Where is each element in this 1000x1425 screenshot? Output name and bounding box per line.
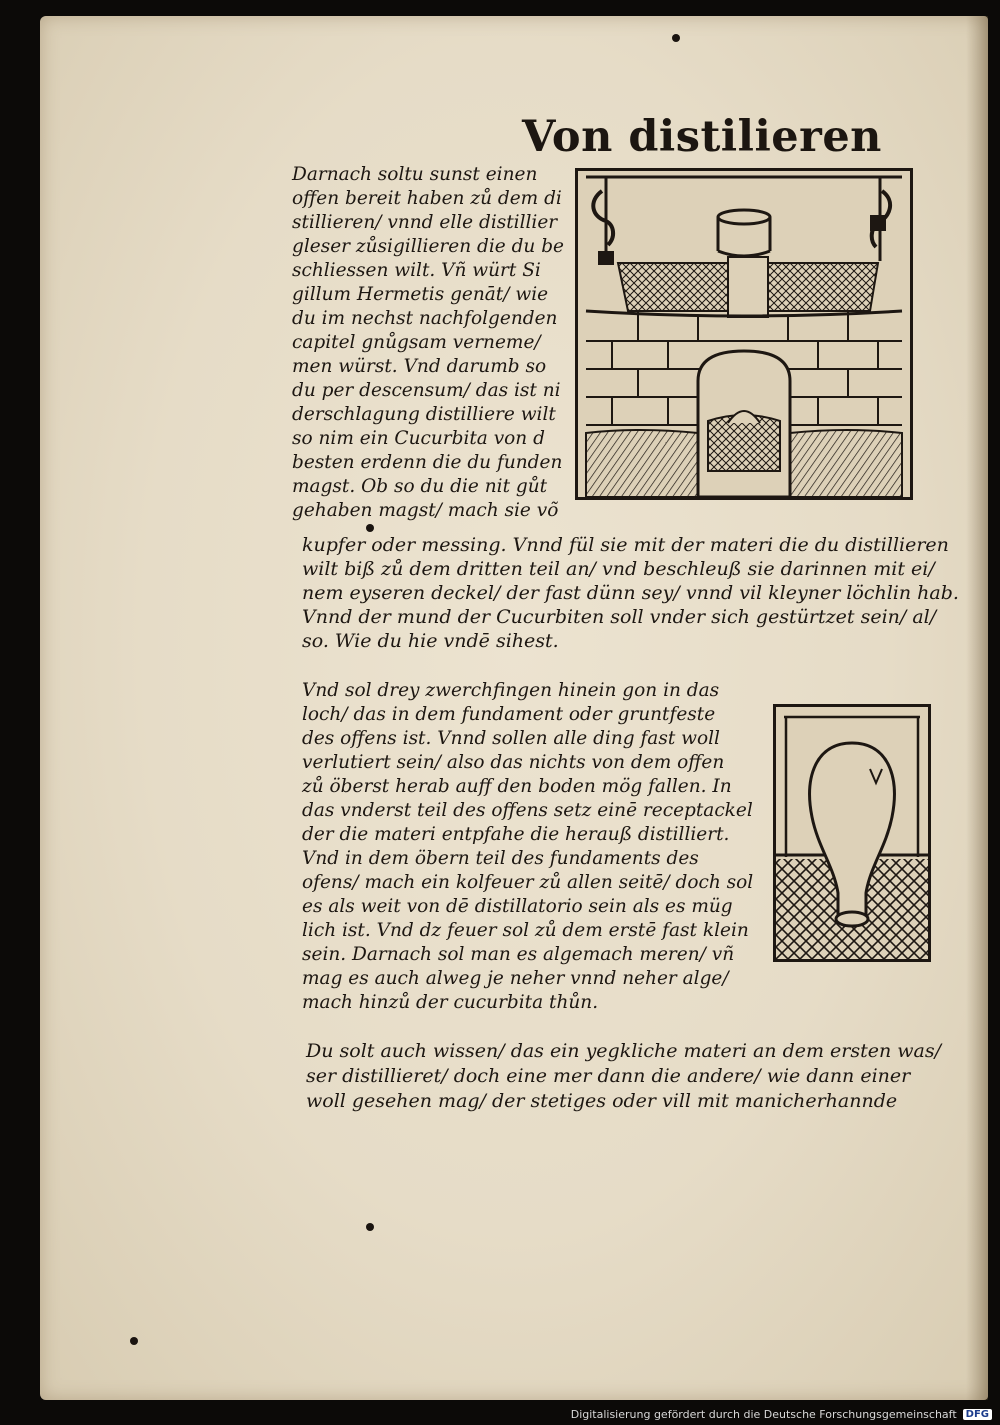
text-line: zů öberst herab auff den boden mög fallen. In [302, 776, 732, 797]
text-line: du im nechst nachfolgenden [292, 308, 558, 329]
text-line: capitel gnůgsam verneme/ [292, 332, 541, 353]
dfg-logo: DFG [963, 1409, 992, 1420]
ink-dot-middle [366, 524, 374, 532]
text-line: kupfer oder messing. Vnnd fül sie mit der materi die du distillieren [302, 534, 949, 556]
text-line: es als weit von dē distillatorio sein als es müg [302, 896, 733, 917]
text-line: lich ist. Vnd dz feuer sol zů dem erstē fast klein [302, 920, 749, 941]
text-line: offen bereit haben zů dem di [292, 188, 562, 209]
text-line: Vnd in dem öbern teil des fundaments des [302, 848, 699, 869]
text-line: Du solt auch wissen/ das ein yegkliche materi an dem ersten was/ [306, 1040, 942, 1062]
ink-dot-lower [366, 1223, 374, 1231]
text-line: Darnach soltu sunst einen [292, 164, 538, 185]
text-line: das vnderst teil des offens setz einē receptackel [302, 800, 753, 821]
ink-dot-bottom [130, 1337, 138, 1345]
furnace-woodcut [575, 168, 913, 500]
text-line: gleser zůsigillieren die du be [292, 236, 565, 257]
text-line: derschlagung distilliere wilt [292, 404, 556, 425]
text-line: magst. Ob so du die nit gůt [292, 476, 548, 497]
text-line: ofens/ mach ein kolfeuer zů allen seitē/ doch sol [302, 872, 754, 893]
text-line: woll gesehen mag/ der stetiges oder vill mit manicherhannde [306, 1090, 898, 1112]
text-line: Vnd sol drey zwerchfingen hinein gon in das [302, 680, 720, 701]
page-heading: Von distilieren [522, 112, 882, 162]
text-line: des offens ist. Vnnd sollen alle ding fast woll [302, 728, 720, 749]
text-line: mach hinzů der cucurbita thůn. [302, 992, 599, 1013]
text-line: ser distillieret/ doch eine mer dann die andere/ wie dann einer [306, 1065, 911, 1087]
text-line: verlutiert sein/ also das nichts von dem offen [302, 752, 725, 773]
text-line: gillum Hermetis genāt/ wie [292, 284, 549, 305]
text-line: du per descensum/ das ist ni [292, 380, 561, 401]
text-line: sein. Darnach sol man es algemach meren/ vñ [302, 944, 735, 965]
text-line: nem eyseren deckel/ der fast dünn sey/ vnnd vil kleyner löchlin hab. [302, 582, 959, 604]
book-page [40, 16, 988, 1400]
footer-text: Digitalisierung gefördert durch die Deutsche Forschungsgemeinschaft [570, 1408, 957, 1421]
text-line: schliessen wilt. Vñ würt Si [292, 260, 541, 281]
text-line: gehaben magst/ mach sie võ [292, 500, 559, 521]
digitization-footer [571, 1408, 992, 1421]
text-line: mag es auch alweg je neher vnnd neher alge/ [302, 968, 729, 989]
text-line: loch/ das in dem fundament oder gruntfeste [302, 704, 716, 725]
furnace-woodcut-drawing [578, 171, 910, 497]
text-line: Vnnd der mund der Cucurbiten soll vnder sich gestürtzet sein/ al/ [302, 606, 937, 628]
text-line: wilt biß zů dem dritten teil an/ vnd beschleuß sie darinnen mit ei/ [302, 558, 935, 580]
text-line: besten erdenn die du funden [292, 452, 563, 473]
text-line: so nim ein Cucurbita von d [292, 428, 545, 449]
cucurbita-woodcut [773, 704, 931, 962]
text-line: der die materi entpfahe die herauß distilliert. [302, 824, 730, 845]
cucurbita-woodcut-drawing [776, 707, 928, 959]
ink-dot-top [672, 34, 680, 42]
text-line: stillieren/ vnnd elle distillier [292, 212, 558, 233]
text-line: so. Wie du hie vndē sihest. [302, 630, 559, 652]
text-line: men würst. Vnd darumb so [292, 356, 547, 377]
